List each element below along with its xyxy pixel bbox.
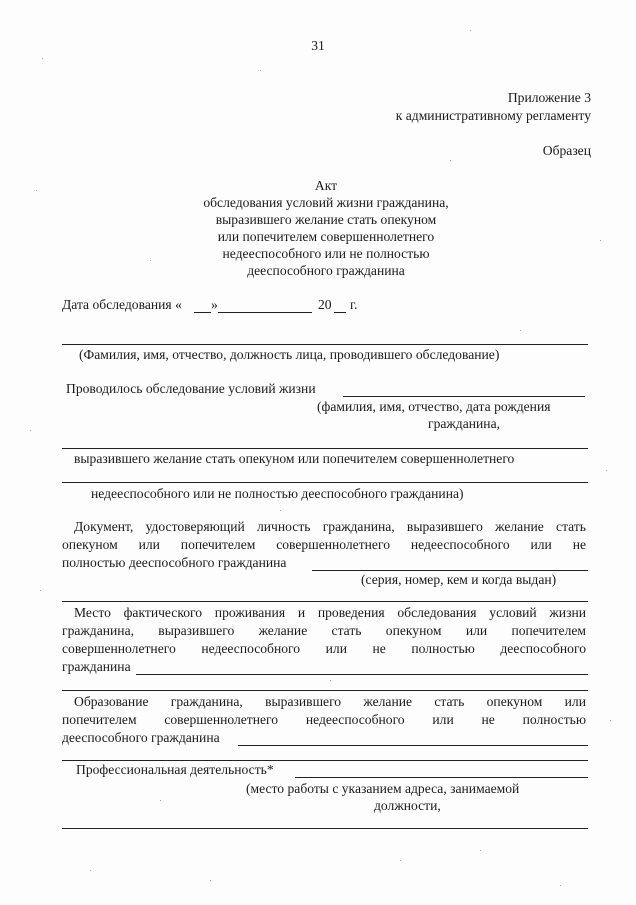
document-text: полностью дееспособного гражданина	[62, 555, 287, 570]
title-line: Акт	[314, 178, 338, 193]
education-field[interactable]	[238, 745, 588, 746]
date-label: Дата обследования «	[62, 297, 182, 312]
residence-text: совершеннолетнего недееспособного или не полностью дееспособного	[62, 641, 586, 656]
inspection-caption: (фамилия, имя, отчество, дата рождения	[317, 399, 551, 414]
inspection-field-2[interactable]	[62, 448, 588, 449]
title-line: обследования условий жизни гражданина,	[203, 195, 449, 210]
document-field[interactable]	[312, 570, 588, 571]
profession-field[interactable]	[295, 777, 588, 778]
document-text: опекуном или попечителем совершеннолетнего недееспособного или не	[62, 537, 586, 552]
inspection-label: Проводилось обследование условий жизни	[66, 381, 316, 396]
year-blank[interactable]	[334, 312, 346, 313]
education-text: дееспособного гражданина	[62, 730, 220, 745]
profession-caption: должности,	[374, 798, 441, 813]
profession-label: Профессиональная деятельность*	[76, 762, 274, 777]
title-line: или попечителем совершеннолетнего	[217, 229, 435, 244]
title-line: дееспособного гражданина	[247, 263, 405, 278]
residence-field[interactable]	[136, 674, 588, 675]
profession-field-2[interactable]	[62, 828, 588, 829]
inspection-field-3[interactable]	[62, 482, 588, 483]
residence-text: Место фактического проживания и проведения обследования условий жизни	[74, 605, 586, 620]
appendix-title: Приложение 3	[507, 90, 591, 105]
inspection-field[interactable]	[343, 396, 585, 397]
sample-label: Образец	[542, 143, 591, 158]
inspection-caption: гражданина,	[428, 416, 501, 431]
year-prefix: 20	[318, 297, 332, 312]
document-caption: (серия, номер, кем и когда выдан)	[361, 572, 557, 587]
year-suffix: г.	[350, 297, 358, 312]
document-text: Документ, удостоверяющий личность гражданина, выразившего желание стать	[74, 519, 586, 534]
residence-text: гражданина, выразившего желание стать опекуном или попечителем	[62, 623, 586, 638]
appendix-subtitle: к административному регламенту	[395, 108, 591, 123]
inspection-caption: недееспособного или не полностью дееспособного гражданина)	[91, 486, 464, 501]
month-blank[interactable]	[218, 312, 312, 313]
title-line: выразившего желание стать опекуном	[215, 212, 437, 227]
inspector-caption: (Фамилия, имя, отчество, должность лица, проводившего обследование)	[79, 347, 500, 362]
residence-field-2[interactable]	[62, 690, 588, 691]
date-quote: »	[211, 297, 218, 312]
page-number: 31	[311, 38, 325, 53]
education-text: попечителем совершеннолетнего недееспособного или не полностью	[62, 712, 586, 727]
inspector-field[interactable]	[62, 344, 588, 345]
inspection-caption: выразившего желание стать опекуном или попечителем совершеннолетнего	[74, 451, 515, 466]
education-text: Образование гражданина, выразившего желание стать опекуном или	[74, 694, 586, 709]
residence-text: гражданина	[62, 659, 131, 674]
title-line: недееспособного или не полностью	[222, 246, 430, 261]
profession-caption: (место работы с указанием адреса, занимаемой	[246, 781, 520, 796]
document-field-2[interactable]	[62, 601, 588, 602]
day-blank[interactable]	[194, 312, 211, 313]
education-field-2[interactable]	[62, 760, 588, 761]
